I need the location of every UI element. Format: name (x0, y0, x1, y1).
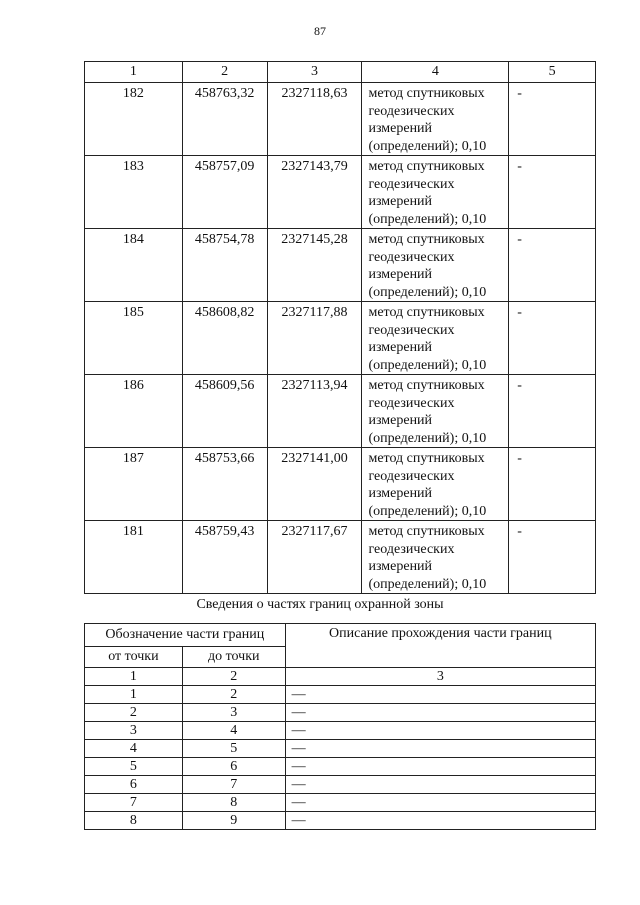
to-point-cell: 2 (182, 686, 285, 704)
note-cell: - (509, 302, 596, 375)
to-point-cell: 5 (182, 740, 285, 758)
note-cell: - (509, 521, 596, 594)
header-boundary-description: Описание прохождения части границ (285, 624, 595, 668)
coordinates-row (85, 521, 596, 594)
note-cell: - (509, 156, 596, 229)
from-point-cell: 7 (85, 794, 183, 812)
header-boundary-designation: Обозначение части границ (85, 624, 286, 647)
col-header-3: 3 (267, 62, 362, 83)
note-cell: - (509, 448, 596, 521)
coordinates-row (85, 83, 596, 156)
method-accuracy-cell: метод спутниковых геодезических измерений (определений); 0,10 (362, 521, 509, 594)
note-cell: - (509, 375, 596, 448)
description-cell: — (285, 704, 595, 722)
from-point-cell: 2 (85, 704, 183, 722)
from-point-cell: 1 (85, 686, 183, 704)
coordinates-row (85, 302, 596, 375)
coordinates-row (85, 229, 596, 302)
section-title: Сведения о частях границ охранной зоны (196, 597, 444, 612)
description-cell: — (285, 740, 595, 758)
point-number-cell: 184 (85, 229, 183, 302)
parts-col-number-3: 3 (285, 668, 595, 686)
header-from-point: от точки (85, 647, 183, 668)
coordinate-x-cell: 458608,82 (182, 302, 267, 375)
col-header-2: 2 (182, 62, 267, 83)
description-cell: — (285, 812, 595, 830)
to-point-cell: 6 (182, 758, 285, 776)
to-point-cell: 9 (182, 812, 285, 830)
boundary-part-row (85, 776, 596, 794)
from-point-cell: 6 (85, 776, 183, 794)
note-cell: - (509, 229, 596, 302)
coordinate-y-cell: 2327117,88 (267, 302, 362, 375)
from-point-cell: 5 (85, 758, 183, 776)
coordinate-y-cell: 2327145,28 (267, 229, 362, 302)
to-point-cell: 8 (182, 794, 285, 812)
method-accuracy-cell: метод спутниковых геодезических измерений (определений); 0,10 (362, 229, 509, 302)
coordinates-row (85, 156, 596, 229)
coordinate-x-cell: 458759,43 (182, 521, 267, 594)
point-number-cell: 186 (85, 375, 183, 448)
method-accuracy-cell: метод спутниковых геодезических измерений (определений); 0,10 (362, 448, 509, 521)
from-point-cell: 3 (85, 722, 183, 740)
coordinates-header-row (85, 62, 596, 83)
coordinates-row (85, 375, 596, 448)
coordinate-y-cell: 2327113,94 (267, 375, 362, 448)
point-number-cell: 187 (85, 448, 183, 521)
coordinate-y-cell: 2327141,00 (267, 448, 362, 521)
parts-header-row (85, 624, 596, 647)
page-number: 87 (314, 24, 326, 38)
from-point-cell: 8 (85, 812, 183, 830)
coordinates-row (85, 448, 596, 521)
boundary-part-row (85, 740, 596, 758)
to-point-cell: 3 (182, 704, 285, 722)
description-cell: — (285, 722, 595, 740)
col-header-4: 4 (362, 62, 509, 83)
col-header-5: 5 (509, 62, 596, 83)
boundary-part-row (85, 722, 596, 740)
coordinate-y-cell: 2327117,67 (267, 521, 362, 594)
boundary-part-row (85, 794, 596, 812)
coordinates-table (84, 61, 596, 594)
coordinate-x-cell: 458753,66 (182, 448, 267, 521)
note-cell: - (509, 83, 596, 156)
point-number-cell: 185 (85, 302, 183, 375)
description-cell: — (285, 794, 595, 812)
from-point-cell: 4 (85, 740, 183, 758)
method-accuracy-cell: метод спутниковых геодезических измерений (определений); 0,10 (362, 375, 509, 448)
coordinate-x-cell: 458609,56 (182, 375, 267, 448)
point-number-cell: 182 (85, 83, 183, 156)
point-number-cell: 181 (85, 521, 183, 594)
parts-col-number-2: 2 (182, 668, 285, 686)
to-point-cell: 4 (182, 722, 285, 740)
boundary-part-row (85, 686, 596, 704)
parts-number-row (85, 668, 596, 686)
header-to-point: до точки (182, 647, 285, 668)
boundary-part-row (85, 758, 596, 776)
coordinate-x-cell: 458763,32 (182, 83, 267, 156)
boundary-parts-table (84, 623, 596, 830)
coordinate-x-cell: 458757,09 (182, 156, 267, 229)
coordinate-y-cell: 2327118,63 (267, 83, 362, 156)
description-cell: — (285, 776, 595, 794)
parts-col-number-1: 1 (85, 668, 183, 686)
boundary-part-row (85, 812, 596, 830)
coordinate-y-cell: 2327143,79 (267, 156, 362, 229)
method-accuracy-cell: метод спутниковых геодезических измерений (определений); 0,10 (362, 83, 509, 156)
col-header-1: 1 (85, 62, 183, 83)
method-accuracy-cell: метод спутниковых геодезических измерений (определений); 0,10 (362, 302, 509, 375)
method-accuracy-cell: метод спутниковых геодезических измерений (определений); 0,10 (362, 156, 509, 229)
to-point-cell: 7 (182, 776, 285, 794)
point-number-cell: 183 (85, 156, 183, 229)
coordinate-x-cell: 458754,78 (182, 229, 267, 302)
description-cell: — (285, 686, 595, 704)
description-cell: — (285, 758, 595, 776)
boundary-part-row (85, 704, 596, 722)
